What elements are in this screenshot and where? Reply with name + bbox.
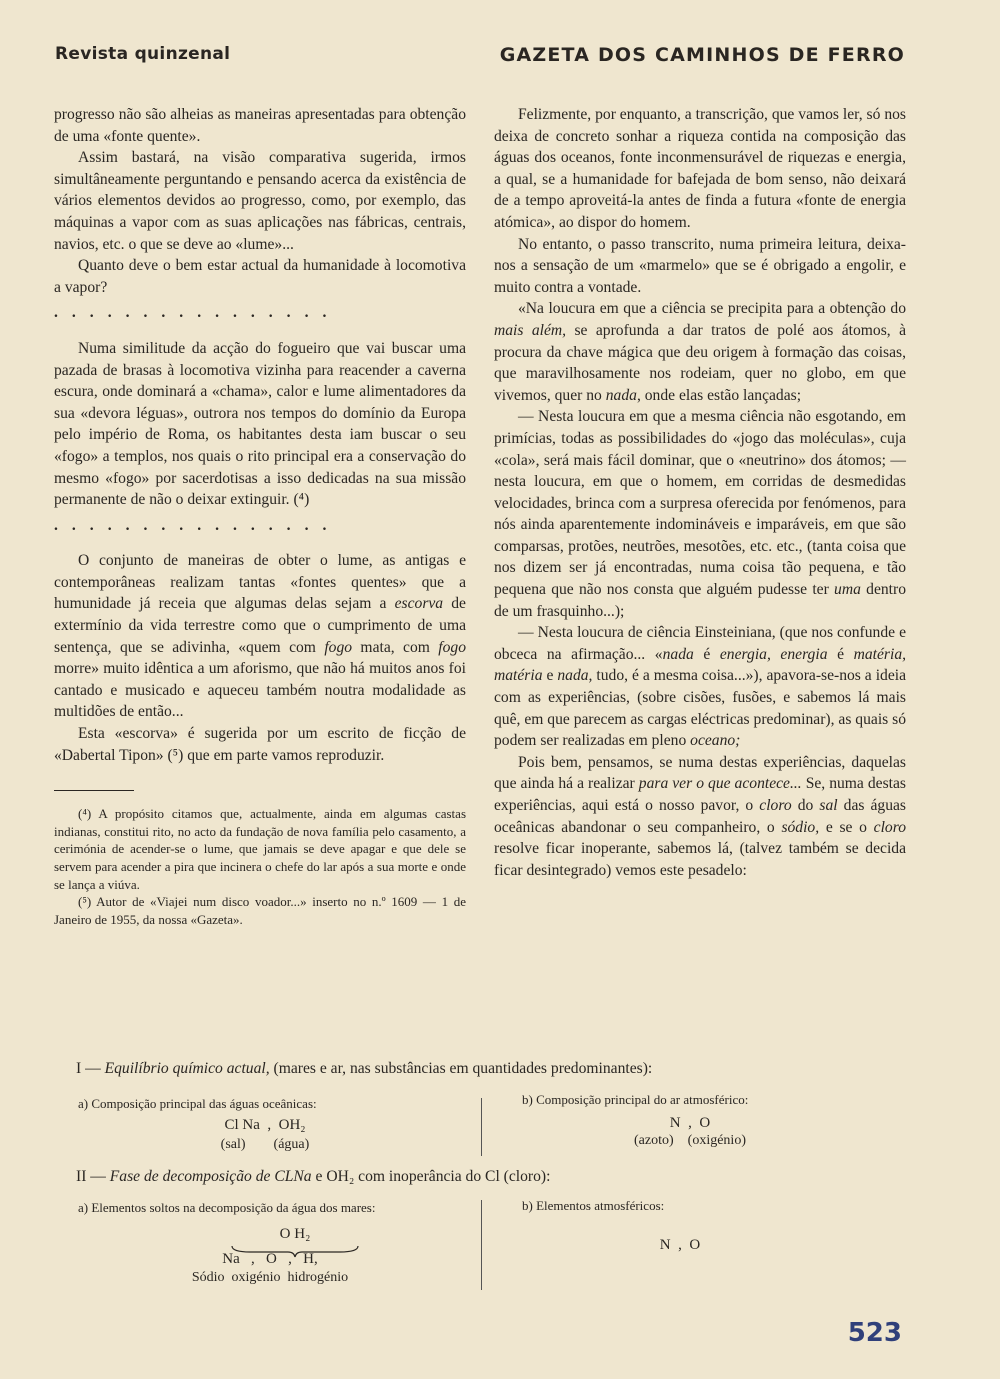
section-1a-label: a) Composição principal das águas oceânicas:	[78, 1096, 317, 1111]
right-column	[494, 104, 906, 881]
paragraph: Assim bastará, na visão comparativa sugerida, irmos simultâneamente perguntando e pensando acerca da existência de vários elementos devidos ao progresso, como, por exemplo, das máquinas a vapor com as suas aplicações nas fábricas, centrais, navios, etc. o que se deve ao «lume»...	[54, 149, 466, 253]
page-number: 523	[847, 1318, 902, 1348]
section-2a-names: Sódio oxigénio hidrogénio	[191, 1270, 349, 1285]
section-1a-formula: Cl Na , OH₂	[224, 1117, 306, 1133]
section-1a-names: (sal) (água)	[220, 1137, 310, 1152]
paragraph: Quanto deve o bem estar actual da humanidade à locomotiva a vapor?	[54, 257, 466, 296]
section-1-heading: I — Equilíbrio químico actual, (mares e ar, nas substâncias em quantidades predominantes):	[76, 1060, 653, 1077]
section-1b-formula: N , O	[669, 1115, 711, 1131]
section-2-heading: II — Fase de decomposição de CLNa e OH₂ com inoperância do Cl (cloro):	[76, 1168, 551, 1185]
paragraph: Numa similitude da acção do fogueiro que vai buscar uma pazada de brasas à locomotiva vizinha para reacender a caverna escura, onde dominará a «chama», calor e lume alimentadores da sua «devora léguas», outrora nos tempos do domínio da Europa pelo império de Roma, os habitantes desta iam buscar o seu «fogo» a templos, nos quais o rito principal era a conservação do mesmo «fogo» por sacerdotisas a isso dedicadas na sua missão permanente de não o deixar extinguir. (⁴)	[54, 339, 466, 509]
section-2a-water: O H₂	[279, 1226, 311, 1242]
footnote-5: (⁵) Autor de «Viajei num disco voador...» inserto no n.º 1609 — 1 de Janeiro de 1955, da nossa «Gazeta».	[54, 894, 466, 927]
paragraph: «Na loucura em que a ciência se precipita para a obtenção do mais além, se aprofunda a dar tratos de polé aos átomos, à procura da chave mágica que deu origem à formação das coisas, que maravilhosamente nos rodeiam, quer no globo, em que vivemos, quer no nada, onde elas estão lançadas;	[494, 300, 906, 404]
left-column	[54, 104, 466, 928]
footnote-rule	[54, 790, 134, 791]
section-2b-label: b) Elementos atmosféricos:	[522, 1198, 665, 1213]
section-2a-formula: Na , O , H,	[222, 1251, 318, 1267]
section-1b-label: b) Composição principal do ar atmosférico:	[522, 1092, 749, 1107]
section-2b-formula: N , O	[659, 1237, 701, 1253]
paragraph: No entanto, o passo transcrito, numa primeira leitura, deixa-nos a sensação de um «marmelo» que se é obrigado a engolir, e muito contra a vontade.	[494, 235, 906, 296]
paragraph: O conjunto de maneiras de obter o lume, as antigas e contemporâneas realizam tantas «fontes quentes» que a humunidade já receia que algumas delas sejam a escorva de extermínio da vida terrestre como que o cumprimento de uma sentença, que se adivinha, «quem com fogo mata, com fogo morre» muito idêntica a um aforismo, que não há muitos anos foi cantado e musicado e aqueceu também noutra modalidade as multidões de então...	[54, 552, 467, 721]
paragraph: — Nesta loucura de ciência Einsteiniana, (que nos confunde e obceca na afirmação... «nada é energia, energia é matéria, matéria e nada, tudo, é a mesma coisa...»), apavora-se-nos a ideia com as experiências, (sobre cisões, fusões, e sabemos lá mais quê, em que parecem as cargas eléctricas predominar), as quais só podem ser realizadas em pleno oceano;	[494, 624, 907, 750]
paragraph: progresso não são alheias as maneiras apresentadas para obtenção de uma «fonte quente».	[54, 106, 466, 145]
paragraph: — Nesta loucura em que a mesma ciência não esgotando, em primícias, todas as possibilidades do «jogo das moléculas», cuja «cola», será mais fácil dominar, que o «neutrino» dos átomos; — nesta loucura, em que o homem, em corridas de desmedidas velocidades, brinca com a surpresa oferecida por fenómenos, para nós ainda aparentemente indomináveis e imparáveis, em que são comparsas, protões, neutrões, mesotões, etc. etc., (tanta coisa que nos dizem ser já encontradas, numa coisa tão pequena, e tão pequena que não nos consta que alguém pudesse ter uma dentro de um frasquinho...);	[494, 408, 906, 620]
paragraph: Pois bem, pensamos, se numa destas experiências, daquelas que ainda há a realizar para ver o que acontece... Se, numa destas experiências, aqui está o nosso pavor, o cloro do sal das águas oceânicas abandonar o seu companheiro, o sódio, e se o cloro resolve ficar inoperante, sabemos lá, (talvez também se decida ficar desintegrado) vemos este pesadelo:	[494, 753, 907, 879]
section-2a-label: a) Elementos soltos na decomposição da água dos mares:	[78, 1200, 376, 1215]
paragraph: Esta «escorva» é sugerida por um escrito de ficção de «Dabertal Tipon» (⁵) que em parte vamos reproduzir.	[54, 725, 466, 764]
running-head-right: GAZETA DOS CAMINHOS DE FERRO	[499, 44, 905, 66]
footnote-4: (⁴) A propósito citamos que, actualmente, ainda em algumas castas indianas, constitui rito, no acto da fundação de nova família pelo casamento, a cerimónia de acender-se o lume, que jamais se deve apagar e que dele se servem para acender a pira que incinera o chefe do lar após a sua morte e onde se lança a viúva.	[54, 806, 466, 892]
column-divider	[481, 1200, 482, 1290]
section-1b-names: (azoto) (oxigénio)	[634, 1133, 746, 1148]
column-divider	[481, 1098, 482, 1156]
dot-separator: ................	[54, 516, 341, 534]
running-head-left: Revista quinzenal	[55, 44, 231, 64]
dot-separator: ................	[54, 304, 341, 322]
paragraph: Felizmente, por enquanto, a transcrição, que vamos ler, só nos deixa de concreto sonhar a riqueza contida na composição das águas dos oceanos, fonte inconmensurável de riquezas e energia, a qual, se a humanidade for bafejada de bom senso, não deixará de a tempo aproveitá-la antes de finda a futura «fonte de energia atómica», ao dispor do homem.	[494, 106, 906, 231]
